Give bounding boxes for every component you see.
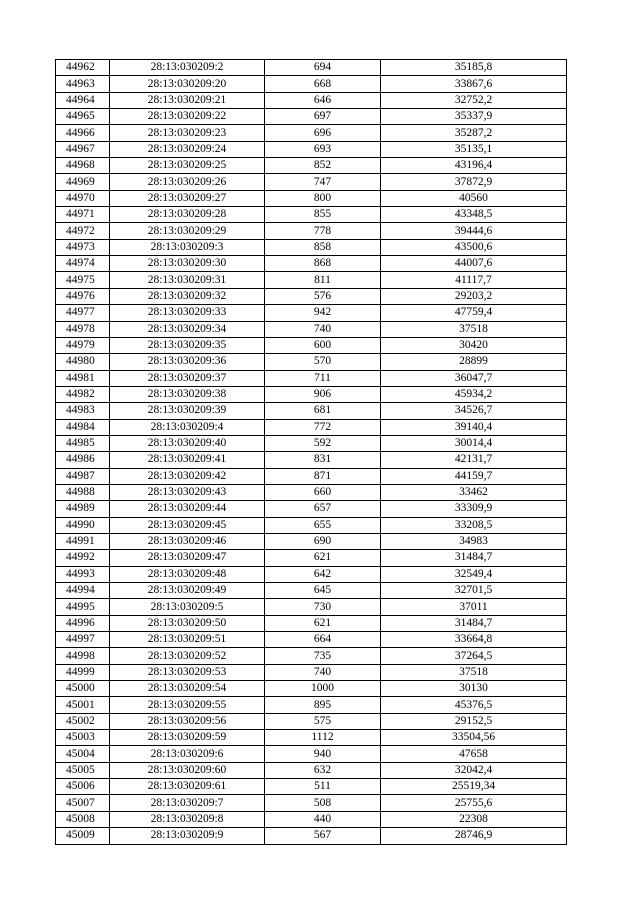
value-cell: 37872,9	[381, 174, 567, 190]
table-row	[56, 354, 567, 370]
area-cell: 632	[265, 762, 381, 778]
row-number-cell: 44994	[56, 583, 110, 599]
value-cell: 45376,5	[381, 697, 567, 713]
area-cell: 668	[265, 76, 381, 92]
row-number-cell: 45000	[56, 681, 110, 697]
row-number-cell: 45002	[56, 713, 110, 729]
area-cell: 740	[265, 321, 381, 337]
table-row	[56, 125, 567, 141]
table-body	[56, 60, 567, 845]
row-number-cell: 44970	[56, 190, 110, 206]
table-row	[56, 207, 567, 223]
area-cell: 772	[265, 419, 381, 435]
table-row	[56, 762, 567, 778]
row-number-cell: 44985	[56, 435, 110, 451]
area-cell: 800	[265, 190, 381, 206]
cadastral-number-cell: 28:13:030209:54	[110, 681, 265, 697]
cadastral-number-cell: 28:13:030209:46	[110, 533, 265, 549]
area-cell: 1000	[265, 681, 381, 697]
table-row	[56, 272, 567, 288]
table-row	[56, 533, 567, 549]
cadastral-number-cell: 28:13:030209:52	[110, 648, 265, 664]
table-row	[56, 811, 567, 827]
row-number-cell: 44967	[56, 141, 110, 157]
table-row	[56, 828, 567, 844]
row-number-cell: 44993	[56, 566, 110, 582]
row-number-cell: 44983	[56, 403, 110, 419]
value-cell: 34983	[381, 533, 567, 549]
value-cell: 33309,9	[381, 501, 567, 517]
cadastral-number-cell: 28:13:030209:23	[110, 125, 265, 141]
cadastral-number-cell: 28:13:030209:22	[110, 109, 265, 125]
row-number-cell: 45009	[56, 828, 110, 844]
area-cell: 858	[265, 239, 381, 255]
value-cell: 47759,4	[381, 305, 567, 321]
area-cell: 694	[265, 60, 381, 76]
area-cell: 600	[265, 337, 381, 353]
value-cell: 33867,6	[381, 76, 567, 92]
cadastral-number-cell: 28:13:030209:49	[110, 583, 265, 599]
cadastral-value-table	[55, 59, 567, 845]
row-number-cell: 44987	[56, 468, 110, 484]
row-number-cell: 44962	[56, 60, 110, 76]
value-cell: 41117,7	[381, 272, 567, 288]
cadastral-number-cell: 28:13:030209:60	[110, 762, 265, 778]
value-cell: 35185,8	[381, 60, 567, 76]
cadastral-number-cell: 28:13:030209:21	[110, 92, 265, 108]
row-number-cell: 44972	[56, 223, 110, 239]
value-cell: 36047,7	[381, 370, 567, 386]
cadastral-number-cell: 28:13:030209:38	[110, 386, 265, 402]
cadastral-number-cell: 28:13:030209:39	[110, 403, 265, 419]
table-row	[56, 419, 567, 435]
area-cell: 871	[265, 468, 381, 484]
area-cell: 690	[265, 533, 381, 549]
value-cell: 43500,6	[381, 239, 567, 255]
area-cell: 711	[265, 370, 381, 386]
value-cell: 32549,4	[381, 566, 567, 582]
row-number-cell: 44991	[56, 533, 110, 549]
table-row	[56, 566, 567, 582]
row-number-cell: 44977	[56, 305, 110, 321]
table-row	[56, 452, 567, 468]
cadastral-number-cell: 28:13:030209:59	[110, 730, 265, 746]
area-cell: 440	[265, 811, 381, 827]
value-cell: 37518	[381, 664, 567, 680]
table-row	[56, 550, 567, 566]
value-cell: 32701,5	[381, 583, 567, 599]
cadastral-number-cell: 28:13:030209:51	[110, 632, 265, 648]
value-cell: 29152,5	[381, 713, 567, 729]
row-number-cell: 44982	[56, 386, 110, 402]
row-number-cell: 45001	[56, 697, 110, 713]
cadastral-number-cell: 28:13:030209:40	[110, 435, 265, 451]
cadastral-number-cell: 28:13:030209:47	[110, 550, 265, 566]
cadastral-number-cell: 28:13:030209:27	[110, 190, 265, 206]
cadastral-number-cell: 28:13:030209:6	[110, 746, 265, 762]
cadastral-number-cell: 28:13:030209:29	[110, 223, 265, 239]
row-number-cell: 44986	[56, 452, 110, 468]
row-number-cell: 45007	[56, 795, 110, 811]
row-number-cell: 44997	[56, 632, 110, 648]
area-cell: 831	[265, 452, 381, 468]
value-cell: 30130	[381, 681, 567, 697]
table-row	[56, 435, 567, 451]
table-row	[56, 321, 567, 337]
area-cell: 645	[265, 583, 381, 599]
value-cell: 37518	[381, 321, 567, 337]
table-row	[56, 223, 567, 239]
row-number-cell: 44979	[56, 337, 110, 353]
row-number-cell: 45006	[56, 779, 110, 795]
table-row	[56, 697, 567, 713]
area-cell: 697	[265, 109, 381, 125]
cadastral-number-cell: 28:13:030209:30	[110, 256, 265, 272]
table-row	[56, 599, 567, 615]
table-row	[56, 681, 567, 697]
area-cell: 730	[265, 599, 381, 615]
area-cell: 575	[265, 713, 381, 729]
value-cell: 30014,4	[381, 435, 567, 451]
table-row	[56, 795, 567, 811]
area-cell: 570	[265, 354, 381, 370]
table-row	[56, 648, 567, 664]
table-row	[56, 713, 567, 729]
row-number-cell: 44973	[56, 239, 110, 255]
table-row	[56, 746, 567, 762]
table-row	[56, 256, 567, 272]
cadastral-number-cell: 28:13:030209:26	[110, 174, 265, 190]
cadastral-number-cell: 28:13:030209:45	[110, 517, 265, 533]
area-cell: 740	[265, 664, 381, 680]
table-row	[56, 174, 567, 190]
value-cell: 43348,5	[381, 207, 567, 223]
table-row	[56, 370, 567, 386]
area-cell: 906	[265, 386, 381, 402]
cadastral-number-cell: 28:13:030209:55	[110, 697, 265, 713]
area-cell: 1112	[265, 730, 381, 746]
row-number-cell: 45003	[56, 730, 110, 746]
cadastral-number-cell: 28:13:030209:50	[110, 615, 265, 631]
table-row	[56, 583, 567, 599]
row-number-cell: 45008	[56, 811, 110, 827]
cadastral-number-cell: 28:13:030209:37	[110, 370, 265, 386]
area-cell: 508	[265, 795, 381, 811]
cadastral-number-cell: 28:13:030209:24	[110, 141, 265, 157]
cadastral-number-cell: 28:13:030209:31	[110, 272, 265, 288]
cadastral-number-cell: 28:13:030209:44	[110, 501, 265, 517]
row-number-cell: 44996	[56, 615, 110, 631]
row-number-cell: 44969	[56, 174, 110, 190]
value-cell: 44159,7	[381, 468, 567, 484]
cadastral-number-cell: 28:13:030209:28	[110, 207, 265, 223]
cadastral-number-cell: 28:13:030209:53	[110, 664, 265, 680]
row-number-cell: 44963	[56, 76, 110, 92]
row-number-cell: 44980	[56, 354, 110, 370]
table-row	[56, 468, 567, 484]
cadastral-number-cell: 28:13:030209:25	[110, 158, 265, 174]
row-number-cell: 44999	[56, 664, 110, 680]
area-cell: 735	[265, 648, 381, 664]
area-cell: 655	[265, 517, 381, 533]
area-cell: 811	[265, 272, 381, 288]
row-number-cell: 44989	[56, 501, 110, 517]
row-number-cell: 44974	[56, 256, 110, 272]
value-cell: 32752,2	[381, 92, 567, 108]
area-cell: 621	[265, 550, 381, 566]
value-cell: 32042,4	[381, 762, 567, 778]
table-row	[56, 288, 567, 304]
area-cell: 942	[265, 305, 381, 321]
table-row	[56, 239, 567, 255]
table-row	[56, 190, 567, 206]
table-row	[56, 632, 567, 648]
area-cell: 657	[265, 501, 381, 517]
cadastral-number-cell: 28:13:030209:32	[110, 288, 265, 304]
area-cell: 681	[265, 403, 381, 419]
row-number-cell: 44968	[56, 158, 110, 174]
row-number-cell: 45005	[56, 762, 110, 778]
area-cell: 895	[265, 697, 381, 713]
value-cell: 33462	[381, 484, 567, 500]
row-number-cell: 44990	[56, 517, 110, 533]
value-cell: 34526,7	[381, 403, 567, 419]
cadastral-number-cell: 28:13:030209:56	[110, 713, 265, 729]
cadastral-number-cell: 28:13:030209:35	[110, 337, 265, 353]
cadastral-number-cell: 28:13:030209:36	[110, 354, 265, 370]
value-cell: 37011	[381, 599, 567, 615]
table-row	[56, 403, 567, 419]
value-cell: 39444,6	[381, 223, 567, 239]
value-cell: 25519,34	[381, 779, 567, 795]
row-number-cell: 44984	[56, 419, 110, 435]
area-cell: 511	[265, 779, 381, 795]
area-cell: 576	[265, 288, 381, 304]
area-cell: 868	[265, 256, 381, 272]
row-number-cell: 44965	[56, 109, 110, 125]
cadastral-number-cell: 28:13:030209:5	[110, 599, 265, 615]
cadastral-number-cell: 28:13:030209:43	[110, 484, 265, 500]
value-cell: 42131,7	[381, 452, 567, 468]
row-number-cell: 44976	[56, 288, 110, 304]
value-cell: 33664,8	[381, 632, 567, 648]
row-number-cell: 44966	[56, 125, 110, 141]
value-cell: 28746,9	[381, 828, 567, 844]
row-number-cell: 44998	[56, 648, 110, 664]
area-cell: 621	[265, 615, 381, 631]
row-number-cell: 45004	[56, 746, 110, 762]
table-row	[56, 60, 567, 76]
value-cell: 30420	[381, 337, 567, 353]
value-cell: 31484,7	[381, 615, 567, 631]
value-cell: 25755,6	[381, 795, 567, 811]
value-cell: 43196,4	[381, 158, 567, 174]
value-cell: 35287,2	[381, 125, 567, 141]
table-row	[56, 615, 567, 631]
value-cell: 33208,5	[381, 517, 567, 533]
table-row	[56, 141, 567, 157]
value-cell: 37264,5	[381, 648, 567, 664]
table-row	[56, 305, 567, 321]
cadastral-number-cell: 28:13:030209:20	[110, 76, 265, 92]
table-row	[56, 386, 567, 402]
cadastral-number-cell: 28:13:030209:33	[110, 305, 265, 321]
cadastral-number-cell: 28:13:030209:7	[110, 795, 265, 811]
area-cell: 592	[265, 435, 381, 451]
cadastral-number-cell: 28:13:030209:34	[110, 321, 265, 337]
table-row	[56, 779, 567, 795]
area-cell: 696	[265, 125, 381, 141]
value-cell: 31484,7	[381, 550, 567, 566]
row-number-cell: 44971	[56, 207, 110, 223]
row-number-cell: 44995	[56, 599, 110, 615]
table-row	[56, 337, 567, 353]
area-cell: 747	[265, 174, 381, 190]
cadastral-number-cell: 28:13:030209:9	[110, 828, 265, 844]
area-cell: 646	[265, 92, 381, 108]
value-cell: 33504,56	[381, 730, 567, 746]
row-number-cell: 44964	[56, 92, 110, 108]
value-cell: 22308	[381, 811, 567, 827]
value-cell: 29203,2	[381, 288, 567, 304]
row-number-cell: 44975	[56, 272, 110, 288]
cadastral-number-cell: 28:13:030209:48	[110, 566, 265, 582]
cadastral-number-cell: 28:13:030209:4	[110, 419, 265, 435]
area-cell: 940	[265, 746, 381, 762]
area-cell: 567	[265, 828, 381, 844]
row-number-cell: 44992	[56, 550, 110, 566]
row-number-cell: 44981	[56, 370, 110, 386]
value-cell: 28899	[381, 354, 567, 370]
value-cell: 44007,6	[381, 256, 567, 272]
area-cell: 778	[265, 223, 381, 239]
table-row	[56, 484, 567, 500]
table-row	[56, 664, 567, 680]
table-row	[56, 92, 567, 108]
value-cell: 45934,2	[381, 386, 567, 402]
value-cell: 35135,1	[381, 141, 567, 157]
value-cell: 35337,9	[381, 109, 567, 125]
cadastral-number-cell: 28:13:030209:42	[110, 468, 265, 484]
table-row	[56, 158, 567, 174]
cadastral-number-cell: 28:13:030209:3	[110, 239, 265, 255]
cadastral-number-cell: 28:13:030209:61	[110, 779, 265, 795]
area-cell: 660	[265, 484, 381, 500]
value-cell: 47658	[381, 746, 567, 762]
table-row	[56, 109, 567, 125]
cadastral-number-cell: 28:13:030209:2	[110, 60, 265, 76]
area-cell: 855	[265, 207, 381, 223]
area-cell: 642	[265, 566, 381, 582]
table-row	[56, 517, 567, 533]
row-number-cell: 44988	[56, 484, 110, 500]
cadastral-number-cell: 28:13:030209:8	[110, 811, 265, 827]
area-cell: 852	[265, 158, 381, 174]
area-cell: 664	[265, 632, 381, 648]
value-cell: 40560	[381, 190, 567, 206]
area-cell: 693	[265, 141, 381, 157]
row-number-cell: 44978	[56, 321, 110, 337]
table-row	[56, 730, 567, 746]
value-cell: 39140,4	[381, 419, 567, 435]
cadastral-number-cell: 28:13:030209:41	[110, 452, 265, 468]
table-row	[56, 76, 567, 92]
table-row	[56, 501, 567, 517]
